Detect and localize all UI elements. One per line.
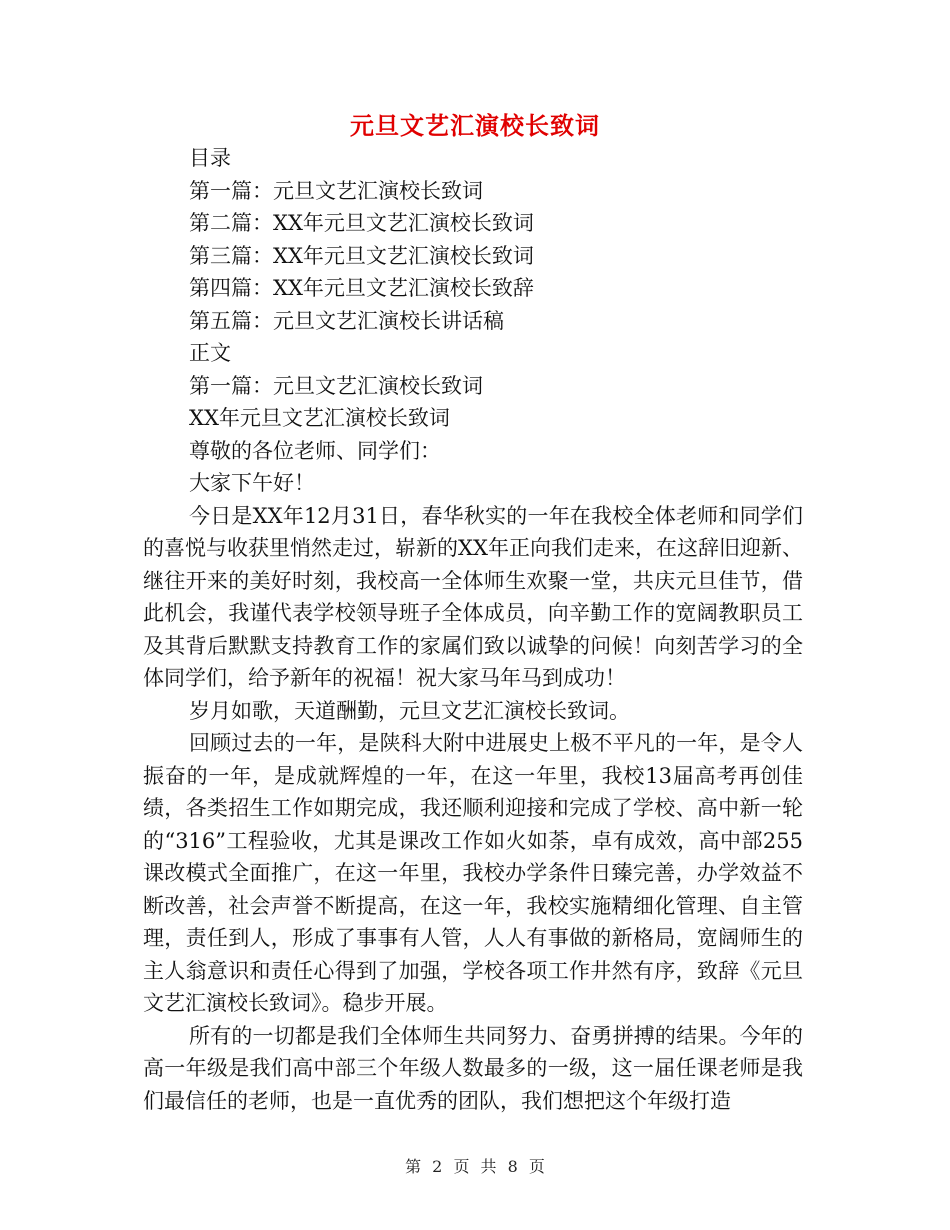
paragraph: 今日是XX年12月31日，春华秋实的一年在我校全体老师和同学们的喜悦与收获里悄然走过，崭新的XX年正向我们走来，在这辞旧迎新、继往开来的美好时刻，我校高一全体师生欢聚一堂，共庆元旦佳节，借此机会，我谨代表学校领导班子全体成员，向辛勤工作的宽阔教职员工及其背后默默支持教育工作的家属们致以诚挚的问候！向刻苦学习的全体同学们，给予新年的祝福！祝大家马年马到成功！ — [143, 503, 803, 690]
greeting: 大家下午好！ — [189, 471, 315, 495]
toc-heading: 目录 — [189, 146, 231, 170]
section-heading: 第一篇：元旦文艺汇演校长致词 — [189, 373, 483, 398]
salutation: 尊敬的各位老师、同学们： — [189, 438, 441, 463]
paragraph: 所有的一切都是我们全体师生共同努力、奋勇拼搏的结果。今年的高一年级是我们高中部三个年级人数最多的一级，这一届任课老师是我们最信任的老师，也是一直优秀的团队，我们想把这个年级打造 — [143, 1023, 803, 1113]
toc-item-2: 第二篇：XX年元旦文艺汇演校长致词 — [189, 211, 534, 235]
toc-item-1: 第一篇：元旦文艺汇演校长致词 — [189, 178, 483, 203]
page-footer: 第 2 页 共 8 页 — [405, 1157, 545, 1176]
speech-title: XX年元旦文艺汇演校长致词 — [189, 406, 450, 430]
document-title: 元旦文艺汇演校长致词 — [350, 111, 600, 140]
body-heading: 正文 — [189, 341, 231, 365]
toc-item-3: 第三篇：XX年元旦文艺汇演校长致词 — [189, 243, 534, 268]
document-body — [143, 142, 803, 1117]
toc-item-5: 第五篇：元旦文艺汇演校长讲话稿 — [189, 308, 504, 333]
paragraph: 回顾过去的一年，是陕科大附中进展史上极不平凡的一年，是令人振奋的一年，是成就辉煌的一年，在这一年里，我校13届高考再创佳绩，各类招生工作如期完成，我还顺利迎接和完成了学校、高中新一轮的“316”工程验收，尤其是课改工作如火如荼，卓有成效，高中部255课改模式全面推广，在这一年里，我校办学条件日臻完善，办学效益不断改善，社会声誉不断提高，在这一年，我校实施精细化管理、自主管理，责任到人，形成了事事有人管，人人有事做的新格局，宽阔师生的主人翁意识和责任心得到了加强，学校各项工作井然有序，致辞《元旦文艺汇演校长致词》。稳步开展。 — [143, 731, 803, 1015]
toc-item-4: 第四篇：XX年元旦文艺汇演校长致辞 — [189, 276, 534, 300]
paragraph: 岁月如歌，天道酬勤，元旦文艺汇演校长致词。 — [189, 698, 630, 723]
